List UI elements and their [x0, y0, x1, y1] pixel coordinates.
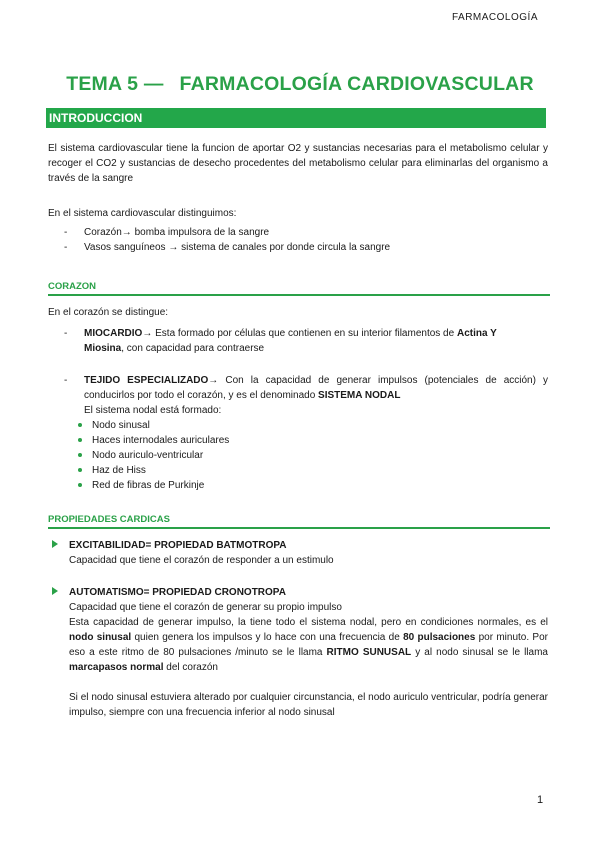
miocardio-item: - MIOCARDIO→ Esta formado por células que contienen en su interior filamentos de Actina Y Miosina, con capacidad para contraerse — [64, 328, 497, 354]
list-item: - Corazón→ bomba impulsora de la sangre — [64, 227, 270, 238]
tejido-formed: El sistema nodal está formado: — [84, 405, 222, 416]
list-item: Haces internodales auriculares — [48, 433, 548, 448]
miocardio-term: MIOCARDIO→ — [84, 328, 153, 339]
intro-list — [48, 225, 548, 255]
title-number: TEMA 5 — — [66, 73, 164, 95]
automatismo-paragraph: Esta capacidad de generar impulso, la tiene todo el sistema nodal, pero en condiciones normales, es el nodo sinusal quien genera los impulsos y lo hace con una frecuencia de 80 pulsaciones por minuto. Por eso a este ritmo de 80 pulsaciones /minuto se le llama RITMO SUNUSAL y al nodo sinusal se le llama marcapasos normal del corazón — [69, 617, 548, 673]
automatismo-note: Si el nodo sinusal estuviera alterado por cualquier circunstancia, el nodo auriculo ventricular, podría generar impulso, siempre con una frecuencia inferior al nodo sinusal — [69, 692, 548, 718]
header-subject: FARMACOLOGÍA — [451, 12, 538, 23]
excitabilidad-text: Capacidad que tiene el corazón de responder a un estimulo — [69, 555, 334, 566]
automatismo-line1: Capacidad que tiene el corazón de generar su propio impulso — [69, 602, 342, 613]
automatismo-section — [48, 585, 548, 720]
intro-paragraph: El sistema cardiovascular tiene la funcion de aportar O2 y sustancias necesarias para el metabolismo celular y recoger el CO2 y sustancias de desecho procedentes del metabolismo celular para eliminarlas del organismo a través de la sangre — [48, 143, 548, 184]
corazon-heading: CORAZON — [48, 281, 550, 296]
excitabilidad-title: EXCITABILIDAD= PROPIEDAD BATMOTROPA — [69, 540, 287, 551]
tejido-term: TEJIDO ESPECIALIZADO→ — [84, 375, 219, 386]
tejido-item: - TEJIDO ESPECIALIZADO→ Con la capacidad de generar impulsos (potenciales de acción) y conducirlos por todo el corazón, y es el denominado SISTEMA NODAL El sistema nodal está formado: Nodo sinusal Haces internodales auriculares Nodo auriculo-ventricular Haz de Hiss Red de fibras de Purkinje — [48, 373, 548, 493]
automatismo-title: AUTOMATISMO= PROPIEDAD CRONOTROPA — [69, 587, 286, 598]
list-item: - Vasos sanguíneos → sistema de canales por donde circula la sangre — [64, 242, 391, 253]
intro-distinguish: En el sistema cardiovascular distinguimos: — [48, 208, 237, 219]
corazon-intro: En el corazón se distingue: — [48, 307, 169, 318]
list-item: Nodo sinusal — [48, 418, 548, 433]
arrow-bullet-icon — [52, 540, 58, 548]
intro-heading: INTRODUCCION — [46, 108, 546, 128]
propiedades-heading: PROPIEDADES CARDICAS — [48, 514, 550, 529]
list-item: Haz de Hiss — [48, 463, 548, 478]
page-number: 1 — [537, 794, 544, 806]
excitabilidad-section — [48, 538, 548, 568]
page-title — [0, 70, 600, 99]
list-item: Nodo auriculo-ventricular — [48, 448, 548, 463]
arrow-bullet-icon — [52, 587, 58, 595]
list-item: Red de fibras de Purkinje — [48, 478, 548, 493]
title-text: FARMACOLOGÍA CARDIOVASCULAR — [179, 73, 534, 95]
